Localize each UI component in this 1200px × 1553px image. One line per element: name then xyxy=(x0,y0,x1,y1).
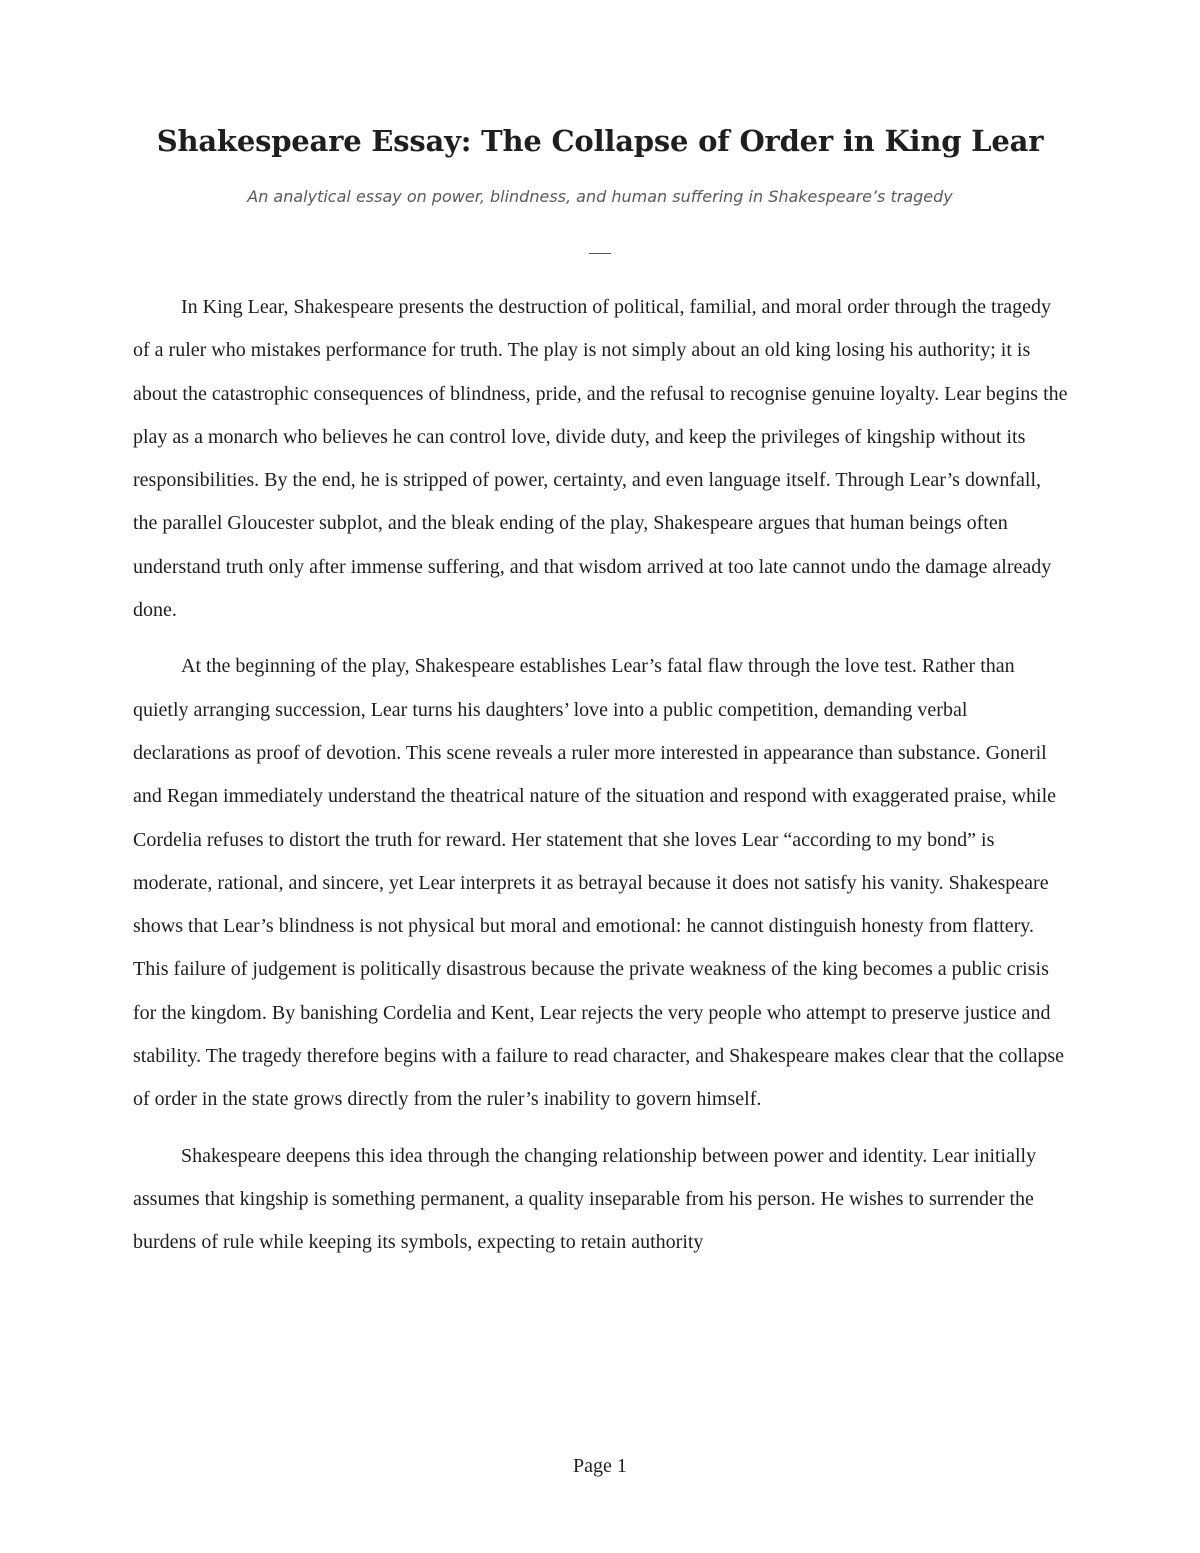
title-divider xyxy=(589,253,611,254)
body-paragraph: In King Lear, Shakespeare presents the destruction of political, familial, and moral order through the tragedy of a ruler who mistakes performance for truth. The play is not simply about an old king losing his authority; it is about the catastrophic consequences of blindness, pride, and the refusal to recognise genuine loyalty. Lear begins the play as a monarch who believes he can control love, divide duty, and keep the privileges of kingship without its responsibilities. By the end, he is stripped of power, certainty, and even language itself. Through Lear’s downfall, the parallel Gloucester subplot, and the bleak ending of the play, Shakespeare argues that human beings often understand truth only after immense suffering, and that wisdom arrived at too late cannot undo the damage already done. xyxy=(133,296,1068,622)
body-paragraph: At the beginning of the play, Shakespeare establishes Lear’s fatal flaw through the love test. Rather than quietly arranging succession, Lear turns his daughters’ love into a public competition, demanding verbal declarations as proof of devotion. This scene reveals a ruler more interested in appearance than substance. Goneril and Regan immediately understand the theatrical nature of the situation and respond with exaggerated praise, while Cordelia refuses to distort the truth for reward. Her statement that she loves Lear “according to my bond” is moderate, rational, and sincere, yet Lear interprets it as betrayal because it does not satisfy his vanity. Shakespeare shows that Lear’s blindness is not physical but moral and emotional: he cannot distinguish honesty from flattery. This failure of judgement is politically disastrous because the private weakness of the king becomes a public crisis for the kingdom. By banishing Cordelia and Kent, Lear rejects the very people who attempt to preserve justice and stability. The tragedy therefore begins with a failure to read character, and Shakespeare makes clear that the collapse of order in the state grows directly from the ruler’s inability to govern himself. xyxy=(133,655,1065,1111)
page-number: Page 1 xyxy=(573,1455,627,1477)
body-paragraph: Shakespeare deepens this idea through the changing relationship between power and identity. Lear initially assumes that kingship is something permanent, a quality inseparable from his person. He wishes to surrender the burdens of rule while keeping its symbols, expecting to retain authority xyxy=(133,1144,1037,1254)
essay-subtitle: An analytical essay on power, blindness, and human suffering in Shakespeare’s tragedy xyxy=(247,187,953,206)
essay-title: Shakespeare Essay: The Collapse of Order in King Lear xyxy=(156,124,1044,158)
essay-body xyxy=(133,286,1069,1278)
